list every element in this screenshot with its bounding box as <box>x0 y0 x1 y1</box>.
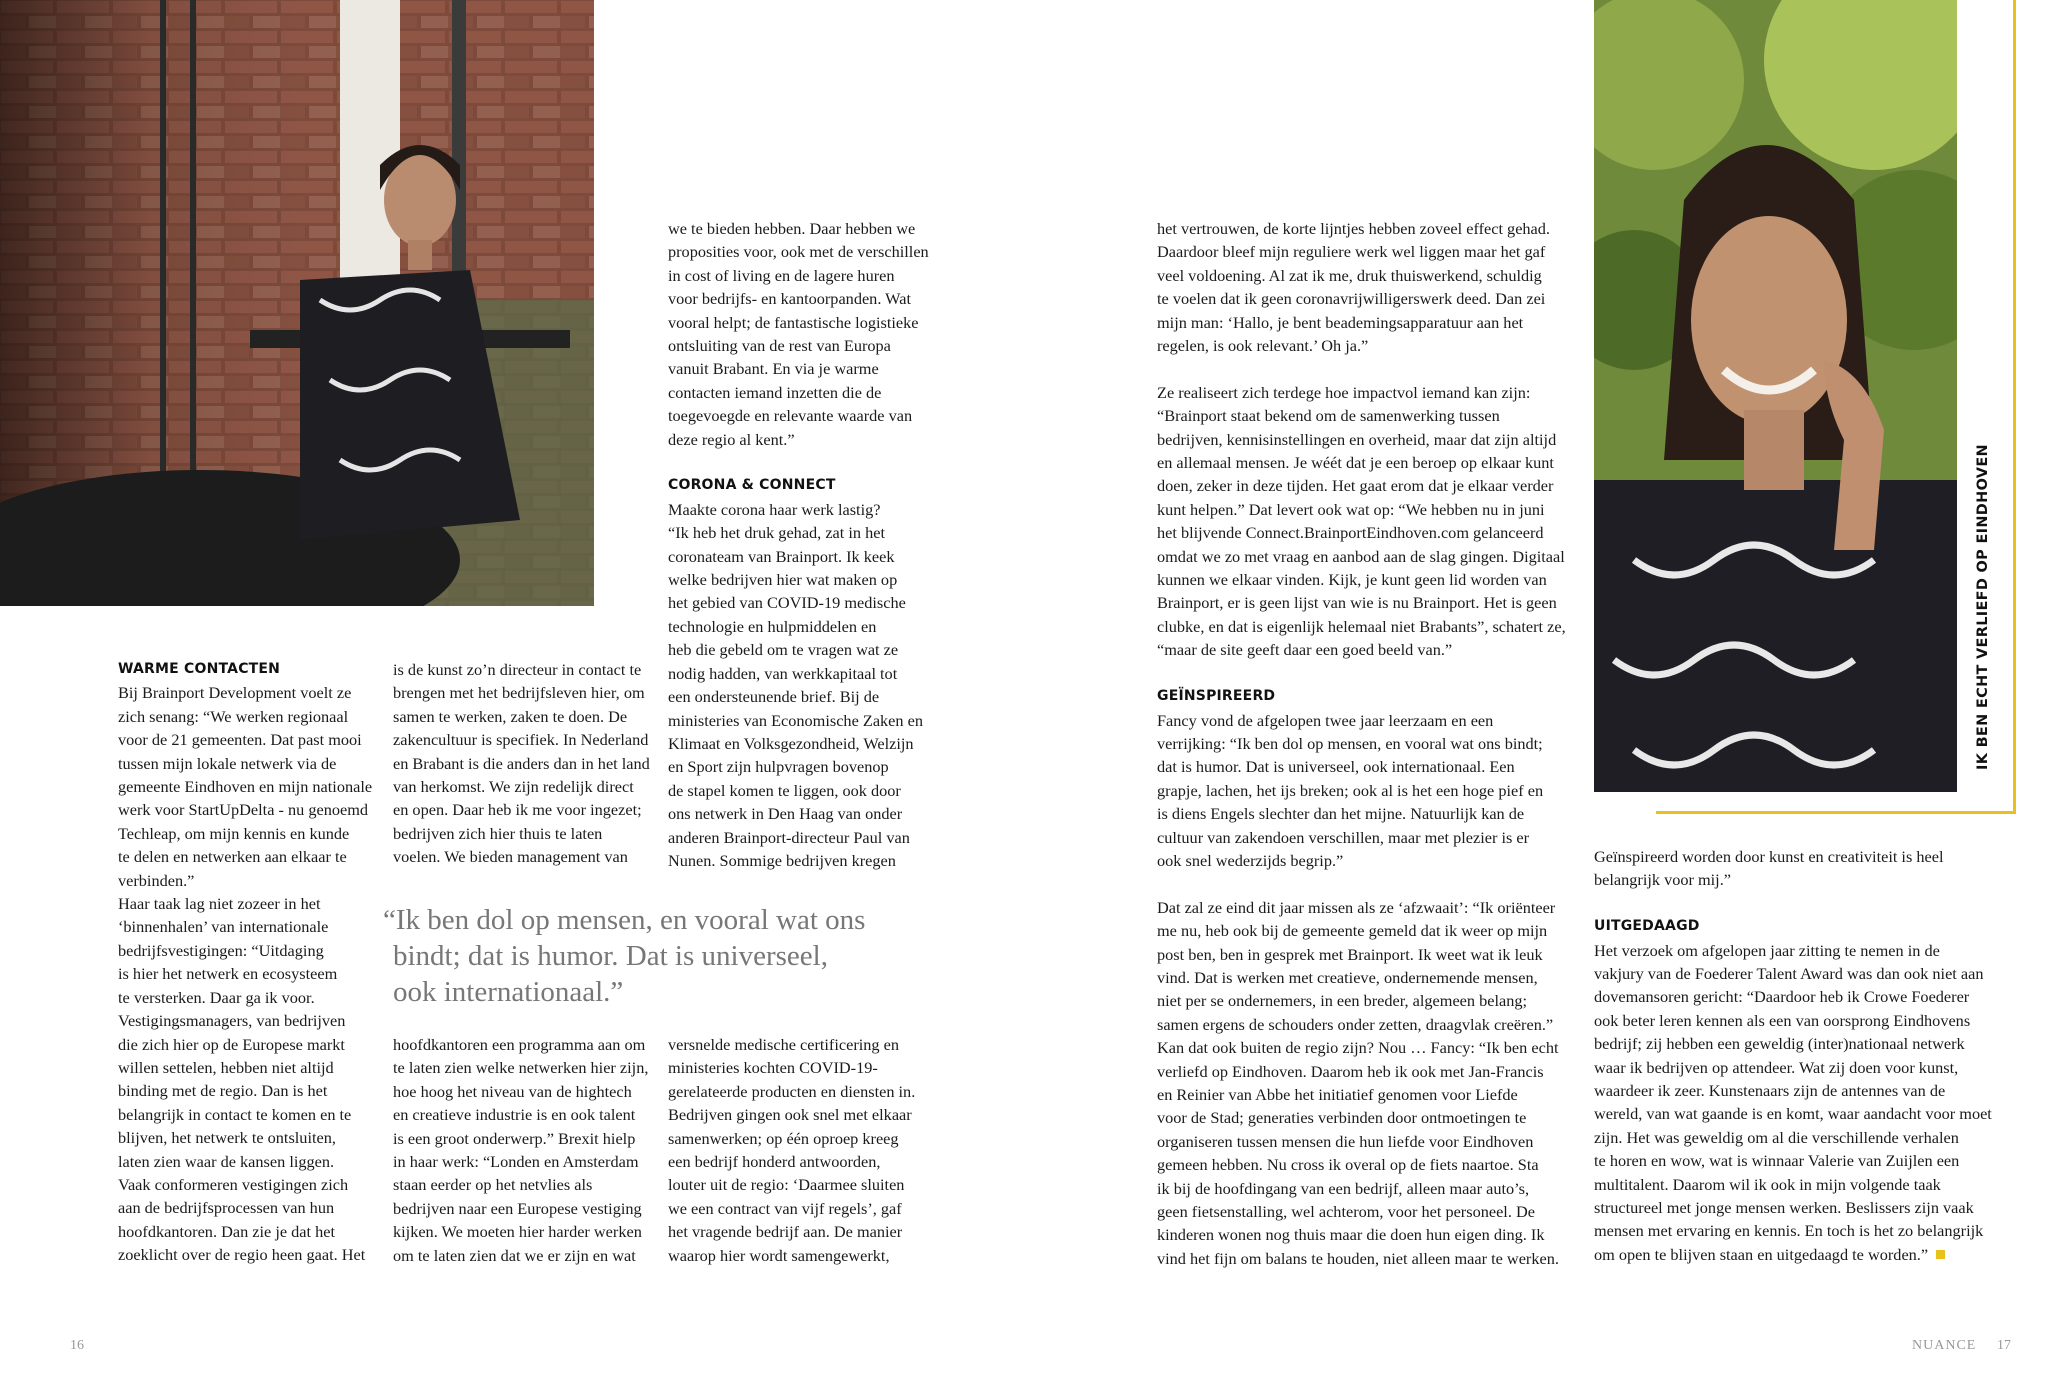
body-line: te laten zien welke netwerken hier zijn, <box>393 1058 649 1078</box>
article-column-5 <box>1594 845 1992 1266</box>
body-line: in cost of living en de lagere huren <box>668 265 895 285</box>
body-line: samen te werken, zaken te doen. De <box>393 706 628 726</box>
body-line: Ze realiseert zich terdege hoe impactvol iemand kan zijn: <box>1157 382 1531 402</box>
body-line: ik bij de hoofdingang van een bedrijf, alleen maar auto’s, <box>1157 1178 1530 1198</box>
photo-woman-seated-brick-wall <box>0 0 594 606</box>
body-line: samen ergens de schouders onder zetten, draagvlak creëren.” <box>1157 1014 1554 1034</box>
body-line: verbinden.” <box>118 870 195 890</box>
body-line: Vestigingsmanagers, van bedrijven <box>118 1011 346 1031</box>
body-line: grapje, lachen, het ijs breken; ook al is het een hoge pief en <box>1157 780 1544 800</box>
body-line: louter uit de regio: ‘Daarmee sluiten <box>668 1175 905 1195</box>
body-line: regelen, is ook relevant.’ Oh ja.” <box>1157 336 1369 356</box>
body-line: we te bieden hebben. Daar hebben we <box>668 219 916 238</box>
pull-quote-line: bindt; dat is humor. Dat is universeel, <box>393 940 828 972</box>
body-line: kijken. We moeten hier harder werken <box>393 1222 642 1242</box>
body-line: te versterken. Daar ga ik voor. <box>118 987 315 1007</box>
body-line: omdat we zo met vraag en aanbod aan de slag gingen. Digitaal <box>1157 546 1565 566</box>
body-line: zich senang: “We werken regionaal <box>118 706 349 726</box>
body-line: binding met de regio. Dan is het <box>118 1081 328 1101</box>
body-line: veel voldoening. Al zat ik me, druk thuiswerkend, schuldig <box>1157 265 1542 285</box>
body-line: cultuur van zakendoen verschillen, maar met plezier is er <box>1157 827 1530 847</box>
body-line: het gebied van COVID-19 medische <box>668 593 906 613</box>
body-line: niet per se ondernemers, in een breder, algemeen belang; <box>1157 991 1528 1011</box>
body-line: blijven, het netwerk te ontsluiten, <box>118 1128 336 1148</box>
body-line: bedrijven zich hier thuis te laten <box>393 823 603 843</box>
body-line: dovemansoren gericht: “Daardoor heb ik Crowe Foederer <box>1594 987 1970 1007</box>
body-line: we een contract van vijf regels’, gaf <box>668 1198 902 1218</box>
body-line: de stapel komen te liggen, ook door <box>668 780 901 800</box>
body-line: zoeklicht over de regio heen gaat. Het <box>118 1245 366 1265</box>
body-line: die zich hier op de Europese markt <box>118 1034 345 1054</box>
body-line: waarop hier wordt samengewerkt, <box>668 1245 890 1265</box>
body-line: in haar werk: “Londen en Amsterdam <box>393 1152 639 1172</box>
body-line: bedrijven naar een Europese vestiging <box>393 1198 642 1218</box>
body-line: Kan dat ook buiten de regio zijn? Nou … Fancy: “Ik ben echt <box>1157 1038 1559 1058</box>
body-line: clubke, en dat is eigenlijk helemaal niet Brabants”, schatert ze, <box>1157 616 1566 636</box>
body-line: coronateam van Brainport. Ik keek <box>668 546 895 566</box>
body-line: Klimaat en Volksgezondheid, Welzijn <box>668 733 914 753</box>
body-line: verrijking: “Ik ben dol op mensen, en vooral wat ons bindt; <box>1157 733 1543 753</box>
body-line: Het verzoek om afgelopen jaar zitting te nemen in de <box>1594 940 1940 960</box>
body-line: en Sport zijn hulpvragen bovenop <box>668 757 889 777</box>
accent-frame <box>1656 0 2016 814</box>
body-line: nodig hadden, van werkkapitaal tot <box>668 663 898 683</box>
body-line: Dat zal ze eind dit jaar missen als ze ‘afzwaait’: “Ik oriënteer <box>1157 897 1556 917</box>
body-line: brengen met het bedrijfsleven hier, om <box>393 683 645 703</box>
section-heading-corona-connect: CORONA & CONNECT <box>668 477 836 494</box>
body-line: ‘binnenhalen’ van internationale <box>118 917 329 937</box>
body-line: het vragende bedrijf aan. De manier <box>668 1222 903 1242</box>
body-line: Haar taak lag niet zozeer in het <box>118 894 321 914</box>
body-line: is hier het netwerk en ecosysteem <box>118 964 338 984</box>
body-line: staan eerder op het netvlies als <box>393 1175 593 1195</box>
body-line: willen settelen, hebben niet altijd <box>118 1057 334 1077</box>
body-line: laten zien waar de kansen liggen. <box>118 1151 335 1171</box>
body-line: “Ik heb het druk gehad, zat in het <box>668 523 885 543</box>
body-line: vind. Dat is werken met creatieve, ondernemende mensen, <box>1157 967 1538 987</box>
body-line: vanuit Brabant. En via je warme <box>668 359 879 379</box>
body-line: en Reinier van Abbe het initiatief genomen voor Liefde <box>1157 1084 1518 1104</box>
pull-quote-line: ook internationaal.” <box>393 976 624 1008</box>
body-line: om te laten zien dat we er zijn en wat <box>393 1245 636 1265</box>
body-line: ministeries kochten COVID-19- <box>668 1058 878 1078</box>
body-line: Vaak conformeren vestigingen zich <box>118 1174 349 1194</box>
article-column-3-top <box>668 217 929 872</box>
body-line: Bedrijven gingen ook snel met elkaar <box>668 1105 912 1125</box>
body-line: versnelde medische certificering en <box>668 1035 899 1054</box>
body-line: Fancy vond de afgelopen twee jaar leerzaam en een <box>1157 710 1494 730</box>
body-line: contacten iemand inzetten die de <box>668 382 882 402</box>
body-line: te delen en netwerken aan elkaar te <box>118 847 347 867</box>
body-line: ons netwerk in Den Haag van onder <box>668 804 903 824</box>
end-of-article-mark <box>1936 1250 1945 1259</box>
body-line: vooral helpt; de fantastische logistieke <box>668 312 919 332</box>
body-line: hoe hoog het niveau van de hightech <box>393 1081 632 1101</box>
body-line: Maakte corona haar werk lastig? <box>668 499 881 519</box>
body-line: welke bedrijven hier wat maken op <box>668 570 898 590</box>
body-line: voor de Stad; generaties verbinden door ontmoetingen te <box>1157 1108 1527 1128</box>
body-line: mensen met ervaring en kennis. En toch is het zo belangrijk <box>1594 1221 1984 1241</box>
article-column-3-bottom <box>668 1033 915 1267</box>
body-line: “Brainport staat bekend om de samenwerking tussen <box>1157 406 1500 426</box>
body-line: gemeente Eindhoven en mijn nationale <box>118 777 373 797</box>
body-line: Bij Brainport Development voelt ze <box>118 683 352 703</box>
body-line: kunt helpen.” Dat levert ook wat op: “We hebben nu in juni <box>1157 499 1545 519</box>
paragraph-gap <box>1157 662 1566 685</box>
body-line: ontsluiting van de rest van Europa <box>668 336 891 356</box>
body-line: dat is humor. Dat is universeel, ook internationaal. Een <box>1157 757 1515 777</box>
body-line: vind het fijn om balans te houden, niet alleen maar te werken. <box>1157 1248 1559 1268</box>
body-line: is diens Engels slechter dan het mijne. Natuurlijk kan de <box>1157 804 1525 824</box>
body-line: technologie en hulpmiddelen en <box>668 616 877 636</box>
body-line: en creatieve industrie is en ook talent <box>393 1105 636 1125</box>
body-line: het vertrouwen, de korte lijntjes hebben zoveel effect gehad. <box>1157 219 1550 238</box>
body-line: doen, zeker in deze tijden. Het gaat erom dat je elkaar verder <box>1157 476 1554 496</box>
body-line: structureel met jonge mensen werken. Beslissers zijn vaak <box>1594 1198 1974 1218</box>
body-line: geen fietsenstalling, wel achterom, voor het personeel. De <box>1157 1202 1535 1222</box>
page-number-left: 16 <box>70 1338 84 1353</box>
body-line: deze regio al kent.” <box>668 429 795 449</box>
body-line: ook beter leren kennen als een van oorsprong Eindhovens <box>1594 1010 1971 1030</box>
body-line: me nu, heb ook bij de gemeente gemeld dat ik weer op mijn <box>1157 921 1548 941</box>
body-line: organiseren tussen mensen die hun liefde voor Eindhoven <box>1157 1131 1534 1151</box>
body-line: vakjury van de Foederer Talent Award was dan ook niet aan <box>1594 964 1984 984</box>
body-line-text: om open te blijven staan en uitgedaagd te worden.” <box>1594 1244 1929 1264</box>
body-line: te voelen dat ik geen coronavrijwilligerswerk deed. Dan zei <box>1157 289 1546 309</box>
body-line: en allemaal mensen. Je wéét dat je een beroep op elkaar kunt <box>1157 453 1554 473</box>
section-heading-uitgedaagd: UITGEDAAGD <box>1594 918 1700 935</box>
body-line: tussen mijn lokale netwerk via de <box>118 753 337 773</box>
body-line <box>1594 1243 1992 1266</box>
paragraph-gap <box>668 451 929 474</box>
article-column-4 <box>1157 217 1566 1270</box>
body-line: gemeen hebben. Nu cross ik overal op de fiets naartoe. Sta <box>1157 1155 1539 1175</box>
body-line: bedrijfsvestigingen: “Uitdaging <box>118 940 324 960</box>
body-line: van herkomst. We zijn redelijk direct <box>393 777 634 797</box>
body-line: te horen en wow, wat is winnaar Valerie van Zuijlen een <box>1594 1151 1960 1171</box>
article-column-2-bottom <box>393 1033 648 1267</box>
body-line: Geïnspireerd worden door kunst en creativiteit is heel <box>1594 847 1944 866</box>
body-line: bedrijven, kennisinstellingen en overheid, maar dat zijn altijd <box>1157 429 1557 449</box>
sidebar-caption: IK BEN ECHT VERLIEFD OP EINDHOVEN <box>1975 444 1991 770</box>
body-line: het blijvende Connect.BrainportEindhoven.com gelanceerd <box>1157 523 1544 543</box>
body-line: mijn man: ‘Hallo, je bent beademingsapparatuur aan het <box>1157 312 1524 332</box>
body-line: Techleap, om mijn kennis en kunde <box>118 823 350 843</box>
body-line: toegevoegde en relevante waarde van <box>668 406 913 426</box>
article-column-2-top <box>393 658 650 869</box>
page-number-right: 17 <box>1997 1338 2011 1353</box>
body-line: belangrijk in contact te komen en te <box>118 1104 352 1124</box>
body-line: hoofdkantoren een programma aan om <box>393 1035 646 1054</box>
body-line: wereld, van wat gaande is en komt, waar aandacht voor moet <box>1594 1104 1992 1124</box>
article-column-1 <box>118 658 372 1267</box>
body-line: samenwerken; op één oproep kreeg <box>668 1128 899 1148</box>
section-heading-geinspireerd: GEÏNSPIREERD <box>1157 688 1276 705</box>
body-line: heb die gebeld om te vragen wat ze <box>668 640 899 660</box>
body-line: zakencultuur is specifiek. In Nederland <box>393 730 649 750</box>
body-line: kunnen we elkaar vinden. Kijk, je kunt geen lid worden van <box>1157 570 1547 590</box>
body-line: een ondersteunende brief. Bij de <box>668 687 880 707</box>
body-line: waardeer ik zeer. Kunstenaars zijn de antennes van de <box>1594 1081 1946 1101</box>
paragraph-gap <box>1594 892 1992 915</box>
body-line: werk voor StartUpDelta - nu genoemd <box>118 800 369 820</box>
pull-quote <box>383 902 865 1010</box>
body-line: ook snel wederzijds begrip.” <box>1157 850 1344 870</box>
body-line: aan de bedrijfsprocessen van hun <box>118 1198 335 1218</box>
body-line: Brainport, er is geen lijst van wie is nu Brainport. Het is geen <box>1157 593 1557 613</box>
body-line: een bedrijf honderd antwoorden, <box>668 1152 881 1172</box>
body-line: en Brabant is die anders dan in het land <box>393 753 650 773</box>
body-line: waar ik bedrijven op attendeer. Wat zij doen voor kunst, <box>1594 1057 1959 1077</box>
paragraph-gap <box>1157 357 1566 380</box>
body-line: anderen Brainport-directeur Paul van <box>668 827 910 847</box>
body-line: bedrijf; zij hebben een geweldig (inter)nationaal netwerk <box>1594 1034 1965 1054</box>
body-line: proposities voor, ook met de verschillen <box>668 242 929 262</box>
body-line: ministeries van Economische Zaken en <box>668 710 923 730</box>
body-line: multitalent. Daarom wil ik ook in mijn volgende taak <box>1594 1174 1941 1194</box>
body-line: “maar de site geeft daar een goed beeld van.” <box>1157 640 1453 660</box>
body-line: voor de 21 gemeenten. Dat past mooi <box>118 730 362 750</box>
body-line: voelen. We bieden management van <box>393 847 628 867</box>
body-line: hoofdkantoren. Dan zie je dat het <box>118 1221 335 1241</box>
section-heading-warme-contacten: WARME CONTACTEN <box>118 661 281 677</box>
body-line: is een groot onderwerp.” Brexit hielp <box>393 1128 636 1148</box>
body-line: verliefd op Eindhoven. Daarom heb ik ook met Jan-Francis <box>1157 1061 1544 1081</box>
body-line: kinderen wonen nog thuis maar die doen hun eigen ding. Ik <box>1157 1225 1545 1245</box>
body-line: zijn. Het was geweldig om al die verschillende verhalen <box>1594 1127 1959 1147</box>
body-line: en open. Daar heb ik me voor ingezet; <box>393 800 642 820</box>
pull-quote-line: “Ik ben dol op mensen, en vooral wat ons <box>383 904 866 936</box>
paragraph-gap <box>1157 872 1566 895</box>
body-line: Nunen. Sommige bedrijven kregen <box>668 850 896 870</box>
body-line: Daardoor bleef mijn reguliere werk wel liggen maar het gaf <box>1157 242 1546 262</box>
body-line: gerelateerde producten en diensten in. <box>668 1081 916 1101</box>
body-line: is de kunst zo’n directeur in contact te <box>393 660 642 679</box>
body-line: voor bedrijfs- en kantoorpanden. Wat <box>668 289 911 309</box>
magazine-brand: NUANCE <box>1912 1338 1977 1353</box>
body-line: belangrijk voor mij.” <box>1594 870 1731 890</box>
body-line: post ben, ben in gesprek met Brainport. Ik weet wat ik leuk <box>1157 944 1543 964</box>
